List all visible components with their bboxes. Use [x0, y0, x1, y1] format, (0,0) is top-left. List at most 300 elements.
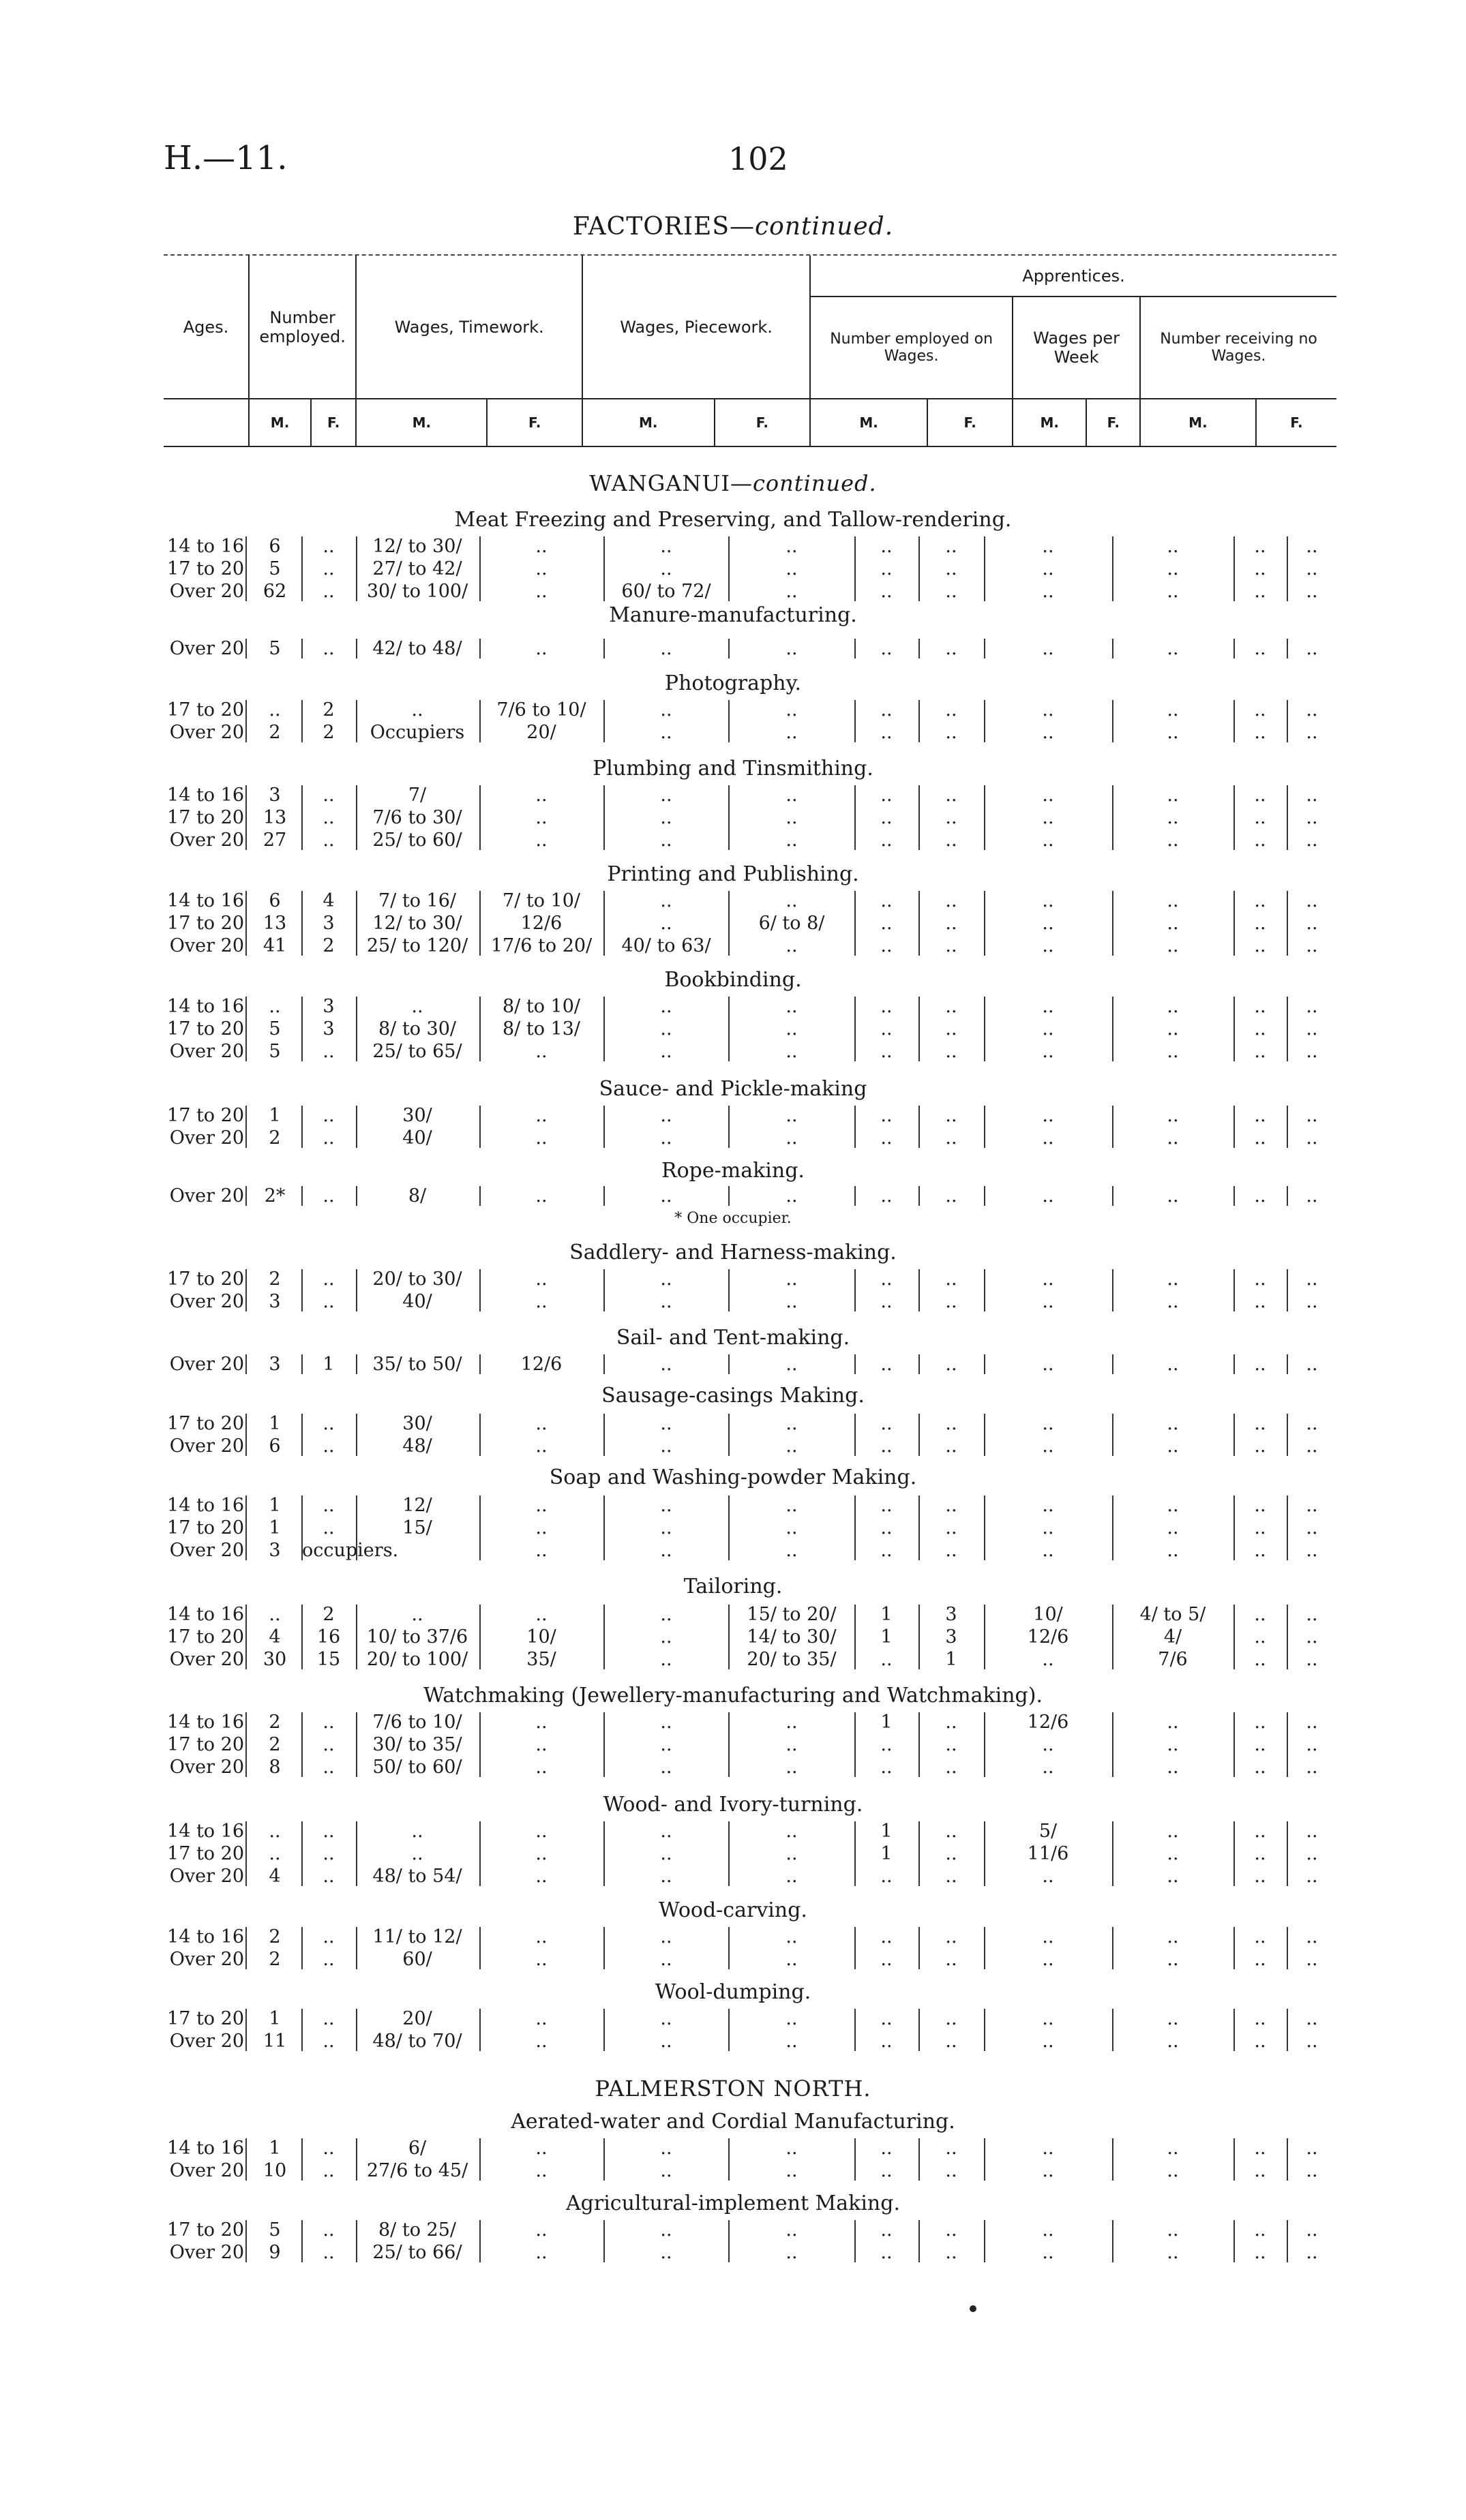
table-row — [164, 1842, 1336, 1865]
column-rule — [1287, 785, 1288, 850]
column-rule — [1112, 2220, 1113, 2262]
column-rule — [728, 785, 730, 850]
column-rule — [854, 1821, 856, 1886]
industry-heading: Manure-manufacturing. — [609, 603, 857, 627]
column-rule — [603, 1927, 605, 1969]
column-rule — [728, 1354, 730, 1374]
apprentice-wage-m-cell: .. — [1042, 830, 1054, 851]
column-rule — [918, 1186, 920, 1206]
apprentice-f-cell: .. — [945, 1354, 957, 1375]
number-m-cell: .. — [269, 1604, 281, 1625]
no-wage-f-cell: .. — [1306, 1413, 1318, 1434]
column-rule — [854, 1496, 856, 1560]
column-rule — [479, 700, 481, 742]
industry-heading: Tailoring. — [683, 1575, 783, 1598]
column-rule — [984, 2220, 985, 2262]
apprentice-f-cell: .. — [945, 1269, 957, 1290]
industry-heading: Meat Freezing and Preserving, and Tallow-rendering. — [454, 508, 1012, 532]
apprentice-wage-m-cell: 10/ — [1033, 1604, 1063, 1625]
age-cell: Over 20 — [169, 1540, 244, 1561]
piecework-m-cell: .. — [660, 890, 672, 911]
apprentice-wage-m-cell: .. — [1042, 1127, 1054, 1149]
no-wage-f-cell: .. — [1306, 1626, 1318, 1648]
apprentice-f-cell: .. — [945, 1866, 957, 1887]
timework-f-cell: .. — [535, 1291, 548, 1312]
no-wage-m-cell: .. — [1254, 996, 1266, 1017]
column-rule — [1233, 891, 1235, 956]
table-row — [164, 1104, 1336, 1127]
apprentice-wage-f-cell: .. — [1167, 1041, 1179, 1062]
age-cell: 14 to 16 — [167, 890, 244, 911]
region-name: WANGANUI— — [589, 470, 753, 496]
apprentice-wage-f-cell: .. — [1167, 1757, 1179, 1778]
apprentice-wage-f-cell: .. — [1167, 1105, 1179, 1126]
column-rule — [918, 639, 920, 658]
column-rule — [854, 2009, 856, 2051]
apprentice-wage-m-cell: .. — [1042, 2008, 1054, 2029]
no-wage-f-cell: .. — [1306, 1866, 1318, 1887]
apprentice-wage-m-cell: .. — [1042, 807, 1054, 828]
no-wage-m-cell: .. — [1254, 1626, 1266, 1648]
column-rule — [301, 536, 303, 601]
apprentice-wage-f-cell: .. — [1167, 581, 1179, 602]
apprentice-wage-m-cell: .. — [1042, 536, 1054, 557]
apprentice-wage-m-cell: .. — [1042, 1018, 1054, 1039]
apprentice-m-cell: 1 — [880, 1821, 893, 1842]
timework-m-cell: 27/6 to 45/ — [366, 2160, 468, 2181]
number-m-cell: 41 — [263, 935, 287, 956]
timework-f-cell: 7/ to 10/ — [503, 890, 580, 911]
table-row — [164, 637, 1336, 660]
column-rule — [854, 700, 856, 742]
column-rule — [245, 1821, 247, 1886]
industry-heading: Wood- and Ivory-turning. — [603, 1793, 863, 1817]
no-wage-m-cell: .. — [1254, 1649, 1266, 1670]
piecework-f-cell: .. — [786, 1495, 798, 1516]
piecework-f-cell: 14/ to 30/ — [747, 1626, 837, 1648]
industry-heading: Printing and Publishing. — [607, 862, 859, 886]
apprentice-wage-f-cell: .. — [1167, 2219, 1179, 2241]
header-m: M. — [356, 399, 487, 446]
no-wage-m-cell: .. — [1254, 890, 1266, 911]
header-m: M. — [582, 399, 715, 446]
apprentice-f-cell: .. — [945, 558, 957, 579]
piecework-f-cell: .. — [786, 1866, 798, 1887]
column-rule — [245, 785, 247, 850]
no-wage-f-cell: .. — [1306, 2031, 1318, 2052]
column-rule — [1233, 785, 1235, 850]
column-rule — [245, 2009, 247, 2051]
age-cell: 14 to 16 — [167, 1712, 244, 1733]
no-wage-m-cell: .. — [1254, 1757, 1266, 1778]
number-f-cell: .. — [323, 1757, 335, 1778]
number-m-cell: 8 — [269, 1757, 281, 1778]
industry-heading: Bookbinding. — [664, 968, 802, 992]
number-m-cell: 9 — [269, 2242, 281, 2263]
no-wage-f-cell: .. — [1306, 1712, 1318, 1733]
apprentice-wage-m-cell: .. — [1042, 722, 1054, 743]
apprentice-wage-f-cell: 4/ to 5/ — [1139, 1604, 1206, 1625]
piecework-f-cell: .. — [786, 1269, 798, 1290]
timework-m-cell: 10/ to 37/6 — [366, 1626, 468, 1648]
number-f-cell: .. — [323, 2031, 335, 2052]
age-cell: Over 20 — [169, 581, 244, 602]
apprentice-m-cell: 1 — [880, 1843, 893, 1864]
no-wage-f-cell: .. — [1306, 1517, 1318, 1538]
column-rule — [984, 1821, 985, 1886]
timework-m-cell: 7/ to 16/ — [378, 890, 456, 911]
table-row — [164, 1268, 1336, 1290]
apprentice-m-cell: .. — [880, 638, 893, 659]
industry-heading: Photography. — [664, 671, 802, 695]
timework-f-cell: .. — [535, 1866, 548, 1887]
number-f-cell: .. — [323, 2242, 335, 2263]
column-rule — [603, 1496, 605, 1560]
no-wage-f-cell: .. — [1306, 581, 1318, 602]
no-wage-m-cell: .. — [1254, 1185, 1266, 1206]
number-f-cell: 15 — [316, 1649, 341, 1670]
timework-m-cell: 60/ — [402, 1949, 432, 1970]
table-row — [164, 1517, 1336, 1539]
apprentice-m-cell: .. — [880, 1291, 893, 1312]
number-f-cell: .. — [323, 2008, 335, 2029]
no-wage-m-cell: .. — [1254, 913, 1266, 934]
apprentice-m-cell: .. — [880, 699, 893, 720]
column-rule — [301, 2009, 303, 2051]
no-wage-m-cell: .. — [1254, 2138, 1266, 2159]
column-rule — [301, 1269, 303, 1311]
column-rule — [603, 1821, 605, 1886]
number-f-cell: .. — [323, 1041, 335, 1062]
table-row — [164, 699, 1336, 721]
no-wage-m-cell: .. — [1254, 536, 1266, 557]
column-rule — [1233, 1106, 1235, 1148]
table-row — [164, 2219, 1336, 2241]
no-wage-m-cell: .. — [1254, 1413, 1266, 1434]
column-rule — [1112, 700, 1113, 742]
column-rule — [728, 700, 730, 742]
age-cell: 14 to 16 — [167, 996, 244, 1017]
timework-f-cell: .. — [535, 2008, 548, 2029]
timework-f-cell: .. — [535, 785, 548, 806]
piecework-m-cell: .. — [660, 785, 672, 806]
number-m-cell: 1 — [269, 1413, 281, 1434]
timework-m-cell: 6/ — [408, 2138, 427, 2159]
no-wage-f-cell: .. — [1306, 1018, 1318, 1039]
piecework-m-cell: .. — [660, 1413, 672, 1434]
piecework-m-cell: .. — [660, 558, 672, 579]
apprentice-wage-f-cell: .. — [1167, 935, 1179, 956]
age-cell: Over 20 — [169, 638, 244, 659]
region-heading — [0, 470, 1466, 496]
age-cell: 14 to 16 — [167, 536, 244, 557]
table-row — [164, 1353, 1336, 1376]
column-rule — [984, 536, 985, 601]
apprentice-m-cell: .. — [880, 1185, 893, 1206]
apprentice-f-cell: .. — [945, 1018, 957, 1039]
apprentice-f-cell: .. — [945, 1712, 957, 1733]
apprentice-m-cell: .. — [880, 1105, 893, 1126]
timework-m-cell: 8/ to 30/ — [378, 1018, 456, 1039]
number-m-cell: .. — [269, 996, 281, 1017]
column-rule — [728, 1712, 730, 1777]
column-rule — [854, 1605, 856, 1669]
apprentice-f-cell: .. — [945, 2008, 957, 2029]
timework-m-cell: 25/ to 65/ — [372, 1041, 462, 1062]
age-cell: Over 20 — [169, 1649, 244, 1670]
timework-m-cell: 40/ — [402, 1127, 432, 1149]
column-rule — [1233, 1354, 1235, 1374]
table-row — [164, 1626, 1336, 1648]
age-cell: 17 to 20 — [167, 1105, 244, 1126]
piecework-f-cell: .. — [786, 2242, 798, 2263]
column-rule — [984, 891, 985, 956]
column-rule — [356, 2009, 357, 2051]
column-rule — [245, 997, 247, 1061]
apprentice-wage-m-cell: .. — [1042, 1185, 1054, 1206]
number-f-cell: .. — [323, 1185, 335, 1206]
column-rule — [1112, 1927, 1113, 1969]
number-m-cell: 1 — [269, 1495, 281, 1516]
column-rule — [1287, 1106, 1288, 1148]
number-f-cell: 3 — [323, 913, 335, 934]
age-cell: 17 to 20 — [167, 558, 244, 579]
age-cell: 17 to 20 — [167, 1517, 244, 1538]
column-rule — [245, 2220, 247, 2262]
apprentice-m-cell: .. — [880, 2219, 893, 2241]
apprentice-f-cell: .. — [945, 1734, 957, 1755]
apprentice-wage-f-cell: .. — [1167, 1495, 1179, 1516]
header-app-no-wages: Number receiving no Wages. — [1140, 297, 1336, 399]
number-f-cell: .. — [323, 1866, 335, 1887]
table-row — [164, 2159, 1336, 2182]
apprentice-m-cell: .. — [880, 996, 893, 1017]
column-rule — [1287, 1712, 1288, 1777]
column-rule — [356, 785, 357, 850]
no-wage-m-cell: .. — [1254, 1495, 1266, 1516]
piecework-m-cell: .. — [660, 1712, 672, 1733]
column-rule — [728, 536, 730, 601]
apprentice-f-cell: .. — [945, 890, 957, 911]
number-f-cell: .. — [323, 1712, 335, 1733]
apprentice-wage-f-cell: .. — [1167, 890, 1179, 911]
column-rule — [1112, 639, 1113, 658]
age-cell: Over 20 — [169, 2031, 244, 2052]
no-wage-f-cell: .. — [1306, 1269, 1318, 1290]
column-rule — [245, 1186, 247, 1206]
timework-m-cell: 27/ to 42/ — [372, 558, 462, 579]
table-row — [164, 784, 1336, 806]
column-rule — [301, 997, 303, 1061]
timework-f-cell: 17/6 to 20/ — [490, 935, 593, 956]
column-rule — [356, 997, 357, 1061]
timework-f-cell: .. — [535, 536, 548, 557]
column-rule — [854, 997, 856, 1061]
timework-f-cell: 7/6 to 10/ — [496, 699, 586, 720]
apprentice-wage-f-cell: .. — [1167, 2160, 1179, 2181]
piecework-m-cell: .. — [660, 1649, 672, 1670]
column-rule — [1287, 2220, 1288, 2262]
column-rule — [356, 2220, 357, 2262]
apprentice-f-cell: 1 — [945, 1649, 957, 1670]
timework-m-cell: 35/ to 50/ — [372, 1354, 462, 1375]
apprentice-wage-f-cell: .. — [1167, 1734, 1179, 1755]
apprentice-f-cell: .. — [945, 2160, 957, 2181]
apprentice-wage-m-cell: .. — [1042, 1041, 1054, 1062]
column-rule — [603, 1354, 605, 1374]
timework-m-cell: 20/ — [402, 2008, 432, 2029]
column-rule — [854, 785, 856, 850]
table-row — [164, 721, 1336, 744]
column-rule — [301, 1106, 303, 1148]
no-wage-m-cell: .. — [1254, 1540, 1266, 1561]
column-rule — [245, 1605, 247, 1669]
piecework-f-cell: .. — [786, 1517, 798, 1538]
no-wage-f-cell: .. — [1306, 1604, 1318, 1625]
timework-m-cell: 40/ — [402, 1291, 432, 1312]
timework-f-cell: .. — [535, 2031, 548, 2052]
column-rule — [1112, 2009, 1113, 2051]
column-rule — [918, 1712, 920, 1777]
piecework-f-cell: .. — [786, 1413, 798, 1434]
piecework-f-cell: .. — [786, 722, 798, 743]
column-rule — [1233, 2009, 1235, 2051]
no-wage-f-cell: .. — [1306, 638, 1318, 659]
column-rule — [918, 2220, 920, 2262]
number-f-cell: .. — [323, 785, 335, 806]
table-row — [164, 580, 1336, 603]
piecework-f-cell: .. — [786, 996, 798, 1017]
number-m-cell: 2 — [269, 1269, 281, 1290]
column-rule — [1112, 1354, 1113, 1374]
apprentice-m-cell: .. — [880, 1041, 893, 1062]
apprentice-wage-m-cell: .. — [1042, 1926, 1054, 1947]
column-rule — [984, 1106, 985, 1148]
column-rule — [1112, 1712, 1113, 1777]
column-rule — [301, 1927, 303, 1969]
column-rule — [245, 639, 247, 658]
apprentice-wage-f-cell: .. — [1167, 996, 1179, 1017]
apprentice-wage-m-cell: .. — [1042, 2219, 1054, 2241]
column-rule — [356, 1605, 357, 1669]
apprentice-wage-f-cell: .. — [1167, 2242, 1179, 2263]
apprentice-wage-m-cell: .. — [1042, 1866, 1054, 1887]
no-wage-m-cell: .. — [1254, 722, 1266, 743]
column-rule — [356, 1712, 357, 1777]
apprentice-m-cell: .. — [880, 1757, 893, 1778]
number-m-cell: 5 — [269, 1018, 281, 1039]
apprentice-f-cell: .. — [945, 830, 957, 851]
no-wage-f-cell: .. — [1306, 1127, 1318, 1149]
timework-f-cell: 20/ — [526, 722, 556, 743]
apprentice-m-cell: .. — [880, 890, 893, 911]
column-rule — [479, 2009, 481, 2051]
column-rule — [854, 639, 856, 658]
industry-heading: Plumbing and Tinsmithing. — [593, 757, 873, 780]
no-wage-m-cell: .. — [1254, 581, 1266, 602]
timework-m-cell: 7/6 to 30/ — [372, 807, 462, 828]
timework-f-cell: .. — [535, 1843, 548, 1864]
apprentice-wage-f-cell: .. — [1167, 1821, 1179, 1842]
apprentice-wage-f-cell: .. — [1167, 1291, 1179, 1312]
piecework-m-cell: .. — [660, 638, 672, 659]
column-rule — [356, 1186, 357, 1206]
column-rule — [984, 639, 985, 658]
table-row — [164, 1539, 1336, 1562]
region-name: PALMERSTON NORTH. — [595, 2076, 871, 2101]
apprentice-wage-m-cell: .. — [1042, 638, 1054, 659]
apprentice-f-cell: .. — [945, 1436, 957, 1457]
piecework-m-cell: .. — [660, 2219, 672, 2241]
column-rule — [854, 1269, 856, 1311]
column-rule — [728, 1927, 730, 1969]
age-cell: Over 20 — [169, 1041, 244, 1062]
age-cell: Over 20 — [169, 1949, 244, 1970]
table-row — [164, 995, 1336, 1018]
table-row — [164, 1435, 1336, 1457]
column-rule — [356, 1821, 357, 1886]
apprentice-wage-m-cell: .. — [1042, 785, 1054, 806]
apprentice-f-cell: 3 — [945, 1604, 957, 1625]
apprentice-wage-m-cell: .. — [1042, 1517, 1054, 1538]
column-rule — [1233, 1821, 1235, 1886]
no-wage-f-cell: .. — [1306, 996, 1318, 1017]
column-rule — [854, 536, 856, 601]
column-rule — [1233, 1414, 1235, 1456]
piecework-m-cell: .. — [660, 722, 672, 743]
timework-m-cell: 42/ to 48/ — [372, 638, 462, 659]
no-wage-f-cell: .. — [1306, 699, 1318, 720]
apprentice-wage-m-cell: 11/6 — [1027, 1843, 1069, 1864]
apprentice-m-cell: .. — [880, 1926, 893, 1947]
column-rule — [1112, 1106, 1113, 1148]
piecework-m-cell: .. — [660, 2008, 672, 2029]
apprentice-m-cell: .. — [880, 1269, 893, 1290]
no-wage-m-cell: .. — [1254, 1041, 1266, 1062]
number-f-cell: .. — [323, 1127, 335, 1149]
piecework-f-cell: .. — [786, 699, 798, 720]
industry-heading: Agricultural-implement Making. — [565, 2191, 900, 2215]
apprentice-wage-m-cell: .. — [1042, 2138, 1054, 2159]
table-row — [164, 1040, 1336, 1063]
table-row — [164, 1185, 1336, 1207]
number-m-cell: .. — [269, 1821, 281, 1842]
timework-f-cell: 8/ to 13/ — [503, 1018, 580, 1039]
apprentice-f-cell: .. — [945, 2219, 957, 2241]
number-f-cell: .. — [323, 1843, 335, 1864]
apprentice-m-cell: 1 — [880, 1604, 893, 1625]
column-rule — [301, 700, 303, 742]
age-cell: 17 to 20 — [167, 1734, 244, 1755]
timework-m-cell: 48/ — [402, 1436, 432, 1457]
apprentice-wage-m-cell: .. — [1042, 581, 1054, 602]
apprentice-wage-f-cell: .. — [1167, 830, 1179, 851]
column-rule — [984, 1605, 985, 1669]
column-rule — [1287, 2009, 1288, 2051]
no-wage-m-cell: .. — [1254, 2031, 1266, 2052]
no-wage-m-cell: .. — [1254, 1604, 1266, 1625]
piecework-f-cell: .. — [786, 1757, 798, 1778]
number-m-cell: 2 — [269, 722, 281, 743]
no-wage-m-cell: .. — [1254, 1018, 1266, 1039]
table-row — [164, 1756, 1336, 1778]
column-rule — [1287, 1927, 1288, 1969]
column-rule — [918, 891, 920, 956]
timework-f-cell: .. — [535, 558, 548, 579]
piecework-m-cell: .. — [660, 1354, 672, 1375]
number-f-cell: .. — [323, 638, 335, 659]
column-rule — [245, 1927, 247, 1969]
